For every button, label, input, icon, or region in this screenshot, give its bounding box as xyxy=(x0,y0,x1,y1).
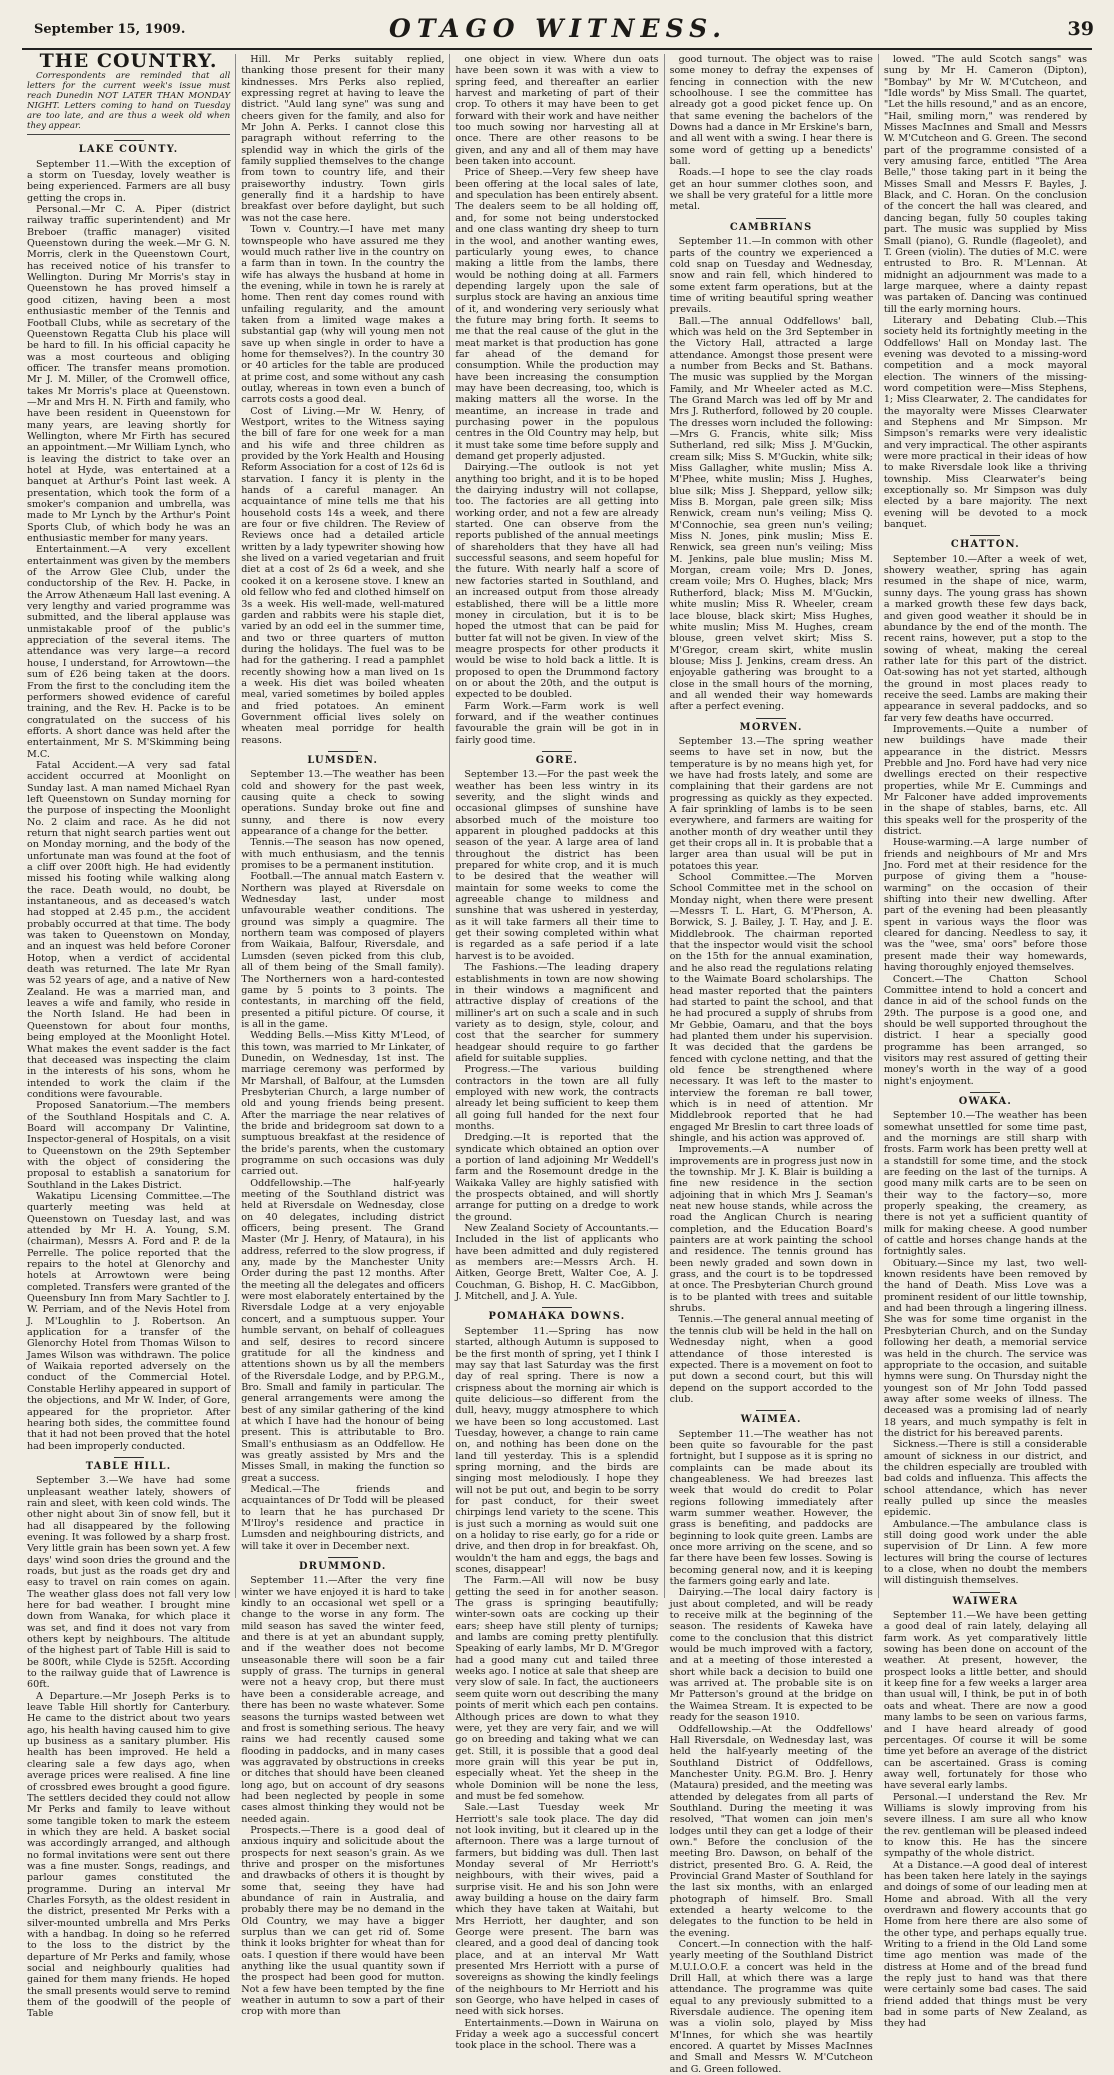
article-paragraph: Entertainment.—A very excellent entertainment was given by the members of the Arrow Glee Club, under the conductorship of the Rev. H. Packe, in the Arrow Athenæum Hall last evening. A very lengthy and varied programme was submitted, and the liberal applause was unmistakable proof of the public's appreciation of the several items. The attendance was very large—a record house, I understand, for Arrowtown—the sum of £26 being taken at the doors. From the first to the concluding item the performers showed evidence of careful training, and the Rev. H. Packe is to be congratulated on the success of his efforts. A short dance was held after the entertainment, Mr S. M'Skimming being M.C. xyxy=(27,544,231,760)
notice-divider xyxy=(27,134,230,135)
article-paragraph: September 13.—The weather has been cold and showery for the past week, causing quite a check to sowing operations. Sunday broke out fine and sunny, and there is now every appearance of a change for the better. xyxy=(241,769,445,838)
masthead xyxy=(18,8,1098,48)
article-paragraph: At a Distance.—A good deal of interest has been taken here lately in the sayings and doings of some of our leading men at Home and abroad. With all the very overdrawn and flowery accounts that go Home from here there are also some of the other type, and perhaps equally true. Writing to a friend in the Old Land some time ago mention was made of the distress at Home and of the bread fund the reply just to hand was that there were certainly some bad cases. The said friend added that things must be very bad in some parts of New Zealand, as they had xyxy=(883,1859,1088,2030)
section-heading: OWAKA. xyxy=(884,1092,1087,1107)
article-paragraph: A Departure.—Mr Joseph Perks is to leave Table Hill shortly for Canterbury. He came to the district about two years ago, his health having caused him to give up business as a sanitary plumber. His health has been improved. He held a clearing sale a few days ago, when average prices were realised. A fine line of crossbred ewes brought a good figure. The settlers decided they could not allow Mr Perks and family to leave without some tangible token to mark the esteem in which they are held. A basket social was accordingly arranged, and although no formal invitations were sent out there was a fine muster. Songs, readings, and parlour games constituted the programme. During an interval Mr Charles Forsyth, as the oldest resident in the district, presented Mr Perks with a silver-mounted umbrella and Mrs Perks with a handbag. In doing so he referred to the loss to the district by the departure of Mr Perks and family, whose social and neighbourly qualities had gained for them many friends. He hoped the small presents would serve to remind them of the goodwill of the people of Table xyxy=(27,1690,231,2020)
article-paragraph: Progress.—The various building contractors in the town are all fully employed with new work, the contracts already let being sufficient to keep them all going full handed for the next four months. xyxy=(455,1064,659,1132)
article-paragraph: September 13.—For the past week the weather has been less wintry in its severity, and the slight winds and occasional glimpses of sunshine have absorbed much of the moisture too apparent in ploughed paddocks at this season of the year. A large area of land throughout the district has been prepared for white crop, and it is much to be desired that the weather will maintain for some weeks to come the agreeable change to mildness and sunshine that was ushered in yesterday, as it will take farmers all their time to get their sowing completed within what is regarded as a safe period if a late harvest is to be avoided. xyxy=(455,769,659,962)
article-paragraph: good turnout. The object was to raise some money to defray the expenses of fencing in connection with the new schoolhouse. I see the committee has already got a good picket fence up. On that same evening the bachelors of the Downs had a dance in Mr Erskine's barn, and all went with a swing. I hear there is some word of getting up a benedicts' ball. xyxy=(669,54,873,168)
section-heading: CAMBRIANS xyxy=(670,218,873,233)
article-paragraph: Town v. Country.—I have met many townspeople who have assured me they would much rather live in the country on a farm than in town. In the country the wife has always the husband at home in the evening, while in town he is rarely at home. Then rent day comes round with unfailing regularity, and the amount taken from a limited wage makes a substantial gap (why will young men not save up when single in order to have a home for themselves?). In the country 30 or 40 articles for the table are produced at prime cost, and some without any cash outlay, whereas in town even a bunch of carrots costs a good deal. xyxy=(241,224,445,406)
article-paragraph: Entertainments.—Down in Wairuna on Friday a week ago a successful concert took place in the school. There was a xyxy=(455,2017,659,2052)
article-paragraph: Improvements.—Quite a number of new buildings have made their appearance in the district. Messrs Prebble and Jno. Ford have had very nice dwellings erected on their respective properties, while Mr E. Cummings and Mr Falconer have added improvements in the shape of stables, barns, etc. All this speaks well for the prosperity of the district. xyxy=(883,723,1088,838)
page-number: 39 xyxy=(1067,18,1094,40)
article-paragraph: Cost of Living.—Mr W. Henry, of Westport, writes to the Witness saying the bill of fare for one week for a man and his wife and three children as provided by the York Health and Housing Reform Association for a cost of 12s 6d is starvation. I fancy it is plenty in the hands of a careful manager. An acquaintance of mine tells me that his household costs 14s a week, and there are four or five children. The Review of Reviews once had a detailed article written by a lady typewriter showing how she lived on a varied vegetarian and fruit diet at a cost of 2s 6d a week, and she cooked it on a kerosene stove. I knew an old fellow who fed and clothed himself on 3s a week. His well-made, well-matured garden and rabbits were his staple diet, varied by an odd eel in the summer time, and two or three quarters of mutton during the holidays. The fuel was to be had for the gathering. I read a pamphlet recently showing how a man lived on 1s a week. His diet was boiled wheaten meal, varied sometimes by boiled apples and fried potatoes. An eminent Government official lives solely on wheaten meal porridge for health reasons. xyxy=(241,405,445,746)
issue-date: September 15, 1909. xyxy=(34,22,186,37)
article-paragraph: Wakatipu Licensing Committee.—The quarterly meeting was held at Queenstown on Tuesday last, and was attended by Mr H. A. Young, S.M. (chairman), Messrs A. Ford and P. de la Perrelle. The police reported that the repairs to the hotel at Glenorchy and hotels at Arrowtown were being completed. Transfers were granted of the Queensbury Inn from Mary Sachtler to J. W. Perriam, and of the Nevis Hotel from J. M'Loughlin to J. Robertson. An application for a transfer of the Glenorchy Hotel from Thomas Wilson to James Wilson was withdrawn. The police of Waikaia reported adversely on the conduct of the Commercial Hotel. Constable Herlihy appeared in support of the objections, and Mr W. Inder, of Gore, appeared for the proprietor. After hearing both sides, the committee found that it had not been proved that the hotel had been improperly conducted. xyxy=(27,1190,231,1452)
section-heading: POMAHAKA DOWNS. xyxy=(455,1307,658,1322)
article-paragraph: Fatal Accident.—A very sad fatal accident occurred at Moonlight on Sunday last. A man named Michael Ryan left Queenstown on Sunday morning for the purpose of inspecting the Moonlight No. 2 claim and race. As he did not return that night search parties went out on Monday morning, and the body of the unfortunate man was found at the foot of a cliff over 200ft high. He had evidently missed his footing while walking along the race. Death would, no doubt, be instantaneous, and as deceased's watch had stopped at 2.45 p.m., the accident probably occurred at that time. The body was taken to Queenstown on Monday, and an inquest was held before Coroner Hotop, when a verdict of accidental death was returned. The late Mr Ryan was 52 years of age, and a native of New Zealand. He was a married man, and leaves a wife and family, who reside in the North Island. He had been in Queenstown for about four months, being employed at the Moonlight Hotel. What makes the event sadder is the fact that deceased was inspecting the claim in the interests of his sons, whom he intended to work the claim if the conditions were favourable. xyxy=(27,759,231,1100)
article-paragraph: Dairying.—The outlook is not yet anything too bright, and it is to be hoped the dairying industry will not collapse, too. The factories are all getting into working order, and not a few are already started. One can observe from the reports published of the annual meetings of shareholders that they have all had successful seasons, and seem hopeful for the future. With nearly half a score of new factories started in Southland, and an increased output from those already established, there will be a little more money in circulation, but it is to be hoped the utmost that can be paid for butter fat will not be given. In view of the meagre prospects for other products it would be wise to hold back a little. It is proposed to open the Drummond factory on or about the 20th, and the output is expected to be doubled. xyxy=(455,462,659,701)
article-paragraph: Tennis.—The general annual meeting of the tennis club will be held in the hall on Wednesday night, when a good attendance of those interested is expected. There is a movement on foot to put down a second court, but this will depend on the support accorded to the club. xyxy=(669,1314,873,1405)
article-paragraph: Ball.—The annual Oddfellows' ball, which was held on the 3rd September in the Victory Hall, attracted a large attendance. Amongst those present were a number from Becks and St. Bathans. The music was supplied by the Morgan Family, and Mr Wheeler acted as M.C. The Grand March was led off by Mr and Mrs J. Rutherford, followed by 20 couple. The dresses worn included the following:—Mrs G. Francis, white silk; Miss Sutherland, red silk; Miss J. M'Guckin, cream silk; Miss S. M'Guckin, white silk; Miss Gallagher, white muslin; Miss A. M'Phee, white muslin; Miss J. Hughes, blue silk; Miss J. Sheppard, yellow silk; Miss B. Morgan, pale green silk; Miss Renwick, cream nun's veiling; Miss Q. M'Connochie, sea green nun's veiling; Miss N. Jones, pink muslin; Miss E. Renwick, sea green nun's veiling; Miss M. Jenkins, pale blue muslin; Miss M. Morgan, cream voile; Mrs D. Jones, cream voile; Mrs O. Hughes, black; Mrs Rutherford, black; Miss M. M'Guckin, white muslin; Miss R. Wheeler, cream lace blouse, black skirt; Miss Hughes, white muslin; Miss M. Hughes, cream blouse, green velvet skirt; Miss S. M'Gregor, cream skirt, white muslin blouse; Miss J. Jenkins, cream dress. An enjoyable gathering was brought to a close in the small hours of the morning, and all wended their way homewards after a perfect evening. xyxy=(669,315,873,713)
section-heading: LAKE COUNTY. xyxy=(27,140,230,155)
article-paragraph: School Committee.—The Morven School Committee met in the school on Monday night, when there were present—Messrs T. L. Hart, G. M'Pherson, A. Borwick, S. J. Bailey, J. T. Hay, and J. E. Middlebrook. The chairman reported that the inspector would visit the school on the 15th for the annual examination, and he also read the regulations relating to the Waimate Board scholarships. The head master reported that the painters had started to paint the school, and that he had procured a supply of shrubs from Mr Gebbie, Oamaru, and that the boys had planted them under his supervision. It was decided that the gardens be fenced with cyclone netting, and that the old fence be strengthened where necessary. It was left to the master to interview the foreman re ball tower, which is in need of attention. Mr Middlebrook reported that he had engaged Mr Breslin to cart three loads of shingle, and his action was approved of. xyxy=(669,872,873,1144)
article-paragraph: Wedding Bells.—Miss Kitty M'Leod, of this town, was married to Mr Linkater, of Dunedin, on Wednesday, 1st inst. The marriage ceremony was performed by Mr Marshall, of Balfour, at the Lumsden Presbyterian Church, a large number of old and young friends being present. After the marriage the near relatives of the bride and bridegroom sat down to a sumptuous breakfast at the residence of the bride's parents, when the customary programme on such occasions was duly carried out. xyxy=(241,1030,445,1178)
article-paragraph: September 11.—In common with other parts of the country we experienced a cold snap on Tuesday and Wednesday, snow and rain fell, which hindered to some extent farm operations, but at the time of writing beautiful spring weather prevails. xyxy=(669,236,873,316)
article-paragraph: Roads.—I hope to see the clay roads get an hour summer clothes soon, and we shall be very grateful for a little more metal. xyxy=(669,167,873,213)
article-paragraph: Price of Sheep.—Very few sheep have been offering at the local sales of late, and speculation has been entirely absent. The dealers seem to be all holding off, and, for some not being understocked and one class wanting dry sheep to turn in the wool, and another wanting ewes, particularly young ewes, to chance making a little from the lambs, there would be nothing doing at all. Farmers depending largely upon the sale of surplus stock are having an anxious time of it, and wondering very seriously what the future may bring forth. It seems to me that the real cause of the glut in the meat market is that production has gone far ahead of the demand for consumption. While the production may have been increasing the consumption may have been decreasing, too, which is making matters all the worse. In the meantime, an increase in trade and purchasing power in the populous centres in the Old Country may help, but it must take some time before supply and demand get properly adjusted. xyxy=(455,167,659,463)
article-paragraph: Concert.—In connection with the half-yearly meeting of the Southland District M.U.I.O.O.F. a concert was held in the Drill Hall, at which there was a large attendance. The programme was quite equal to any previously submitted to a Riversdale audience. The opening item was a violin solo, played by Miss M'Innes, for which she was heartily encored. A quartet by Misses MacInnes and Small and Messrs W. M'Cutcheon and G. Green followed. xyxy=(669,1939,873,2075)
article-paragraph: September 10.—The weather has been somewhat unsettled for some time past, and the mornings are still sharp with frosts. Farm work has been pretty well at a standstill for some time, and the stock are feeding on the last of the turnips. A good many milk carts are to be seen on their way to the factory—so, more properly speaking, the creamery, as there is not yet a sufficient quantity of milk for making cheese. A good number of cattle and horses change hands at the fortnightly sales. xyxy=(883,1110,1088,1258)
article-paragraph: Football.—The annual match Eastern v. Northern was played at Riversdale on Wednesday last, under most unfavourable weather conditions. The ground was simply a quagmire. The northern team was composed of players from Waikaia, Balfour, Riversdale, and Lumsden (seven picked from this club, all of them being of the Small family). The Northerners won a hard-contested game by 5 points to 3 points. The contestants, in marching off the field, presented a pitiful picture. Of course, it is all in the game. xyxy=(241,871,445,1030)
article-paragraph: September 11.—With the exception of a storm on Tuesday, lovely weather is being experienced. Farmers are all busy getting the crops in. xyxy=(27,158,231,204)
article-paragraph: Sale.—Last Tuesday week Mr Herriott's sale took place. The day did not look inviting, but it cleared up in the afternoon. There was a large turnout of farmers, but bidding was dull. Then last Monday several of Mr Herriott's neighbours, with their wives, paid a surprise visit. He and his son John were away building a house on the dairy farm which they have taken at Waitahi, but Mrs Herriott, her daughter, and son George were present. The barn was cleared, and a good deal of dancing took place, and at an interval Mr Watt presented Mrs Herriott with a purse of sovereigns as showing the kindly feelings of the neighbours to Mr Herriott and his son George, who have helped in cases of need with sick horses. xyxy=(455,1802,659,2018)
column-2 xyxy=(236,54,450,2018)
article-paragraph: September 11.—We have been getting a good deal of rain lately, delaying all farm work. As yet comparatively little sowing has been done on account of the weather. At present, however, the prospect looks a little better, and should it keep fine for a few weeks a larger area than usual will, I think, be put in of both oats and wheat. There are now a good many lambs to be seen on various farms, and I have heard already of good percentages. Of course it will be some time yet before an average of the district can be ascertained. Grass is coming away well, fortunately for those who have several early lambs. xyxy=(883,1610,1088,1792)
article-paragraph: Prospects.—There is a good deal of anxious inquiry and solicitude about the prospects for next season's grain. As we thrive and prosper on the misfortunes and drawbacks of others it is thought by some that, seeing they have had abundance of rain in Australia, and probably there may be no demand in the Old Country, we may have a bigger surplus than we can get rid of. Some think it looks brighter for wheat than for oats. I question if there would have been anything like the usual quantity sown if the prospect had been good for mutton. Not a few have been tempted by the fine weather in autumn to sow a part of their crop with more than xyxy=(241,1824,445,2018)
article-paragraph: Oddfellowship.—At the Oddfellows' Hall Riversdale, on Wednesday last, was held the half-yearly meeting of the Southland District of Oddfellows, Manchester Unity. P.G.M. Bro. J. Henry (Mataura) presided, and the meeting was attended by delegates from all parts of Southland. During the meeting it was resolved, "That women can join men's lodges until they can get a lodge of their own." Before the conclusion of the meeting Bro. Dawson, on behalf of the district, presented Bro. G. A. Reid, the Provincial Grand Master of Southland for the last six months, with an enlarged photograph of himself. Bro. Small extended a hearty welcome to the delegates to the function to be held in the evening. xyxy=(669,1723,873,1939)
article-paragraph: Improvements.—A number of improvements are in progress just now in the township. Mr J. K. Blair is building a fine new residence in the section adjoining that in which Mrs J. Seaman's neat new house stands, while across the road the Anglican Church is nearing completion, and the Education Board's painters are at work painting the school and residence. The tennis ground has been newly graded and sown down in grass, and the court is to be topdressed at once. The Presbyterian Church ground is to be planted with trees and suitable shrubs. xyxy=(669,1144,873,1315)
newspaper-title: OTAGO WITNESS. xyxy=(389,14,727,43)
article-paragraph: House-warming.—A large number of friends and neighbours of Mr and Mrs Jno. Ford met at their residence for the purpose of giving them a "house-warming" on the occasion of their shifting into their new dwelling. After part of the evening had been pleasantly spent in various ways the floor was cleared for dancing. Needless to say, it was the "wee, sma' oors" before those present made their way homewards, having thoroughly enjoyed themselves. xyxy=(883,837,1088,974)
article-paragraph: September 13.—The spring weather seems to have set in now, but the temperature is by no means high yet, for we have had frosts lately, and some are complaining that their gardens are not progressing as quickly as they expected. A fair sprinkling of lambs is to be seen everywhere, and farmers are waiting for another month of dry weather until they get their crops all in. It is probable that a larger area than usual will be put in potatoes this year. xyxy=(669,735,873,872)
article-paragraph: Obituary.—Since my last, two well-known residents have been removed by the hand of Death. Miss Love was a prominent resident of our little township, and had been through a lingering illness. She was for some time organist in the Presbyterian Church, and on the Sunday following her death, a memorial service was held in the church. The service was appropriate to the occasion, and suitable hymns were sung. On Thursday night the youngest son of Mr John Todd passed away after some weeks of illness. The deceased was a promising lad of nearly 18 years, and much sympathy is felt in the district for his bereaved parents. xyxy=(883,1257,1088,1439)
article-paragraph: Ambulance.—The ambulance class is still doing good work under the able supervision of Dr Linn. A few more lectures will bring the course of lectures to a close, when no doubt the members will distinguish themselves. xyxy=(883,1518,1088,1587)
article-paragraph: New Zealand Society of Accountants.—Included in the list of applicants who have been admitted and duly registered as members are:—Messrs Arch. H. Aitken, George Brett, Walter Coe, A. J. Couchman, G. Bishop, H. C. MacGibbon, J. Mitchell, and J. A. Yule. xyxy=(455,1223,659,1303)
article-paragraph: September 11.—The weather has not been quite so favourable for the past fortnight, but I suppose as it is spring no complaints can be made about its changeableness. We had breezes last week that would do credit to Polar regions following immediately after warm summer weather. However, the grass is benefiting, and paddocks are beginning to look quite green. Lambs are once more arriving on the scene, and so far there have been few losses. Sowing is becoming general now, and it is keeping the farmers going early and late. xyxy=(669,1428,873,1588)
column-5 xyxy=(879,54,1092,2030)
article-paragraph: Personal.—Mr C. A. Piper (district railway traffic superintendent) and Mr Breboer (traffic manager) visited Queenstown during the week.—Mr G. N. Morris, clerk in the Queenstown Court, has received notice of his transfer to Wellington. During Mr Morris's stay in Queenstown he has proved himself a good citizen, having been a most enthusiastic member of the Tennis and Football Clubs, while as secretary of the Queenstown Regatta Club his place will be hard to fill. In his official capacity he was a most courteous and obliging officer. The transfer means promotion. Mr J. M. Miller, of the Cromwell office, takes Mr Morris's place at Queenstown.—Mr and Mrs H. N. Firth and family, who have been resident in Queenstown for many years, are leaving shortly for Wellington, where Mr Firth has secured an appointment.—Mr William Lynch, who is leaving the district to take over an hotel at Hyde, was entertained at a banquet at Arthur's Point last week. A presentation, which took the form of a smoker's companion and umbrella, was made to Mr Lynch by the Arthur's Point Sports Club, of which body he was an enthusiastic member for many years. xyxy=(27,204,231,545)
section-heading: WAIWERA xyxy=(884,1592,1087,1607)
article-paragraph: Literary and Debating Club.—This society held its fortnightly meeting in the Oddfellows' Hall on Monday last. The evening was devoted to a missing-word competition and a mock mayoral election. The winners of the missing-word competition were—Miss Stephens, 1; Miss Clearwater, 2. The candidates for the mayoralty were Misses Clearwater and Stephens and Mr Simpson. Mr Simpson's remarks were very idealistic and very impractical. The other aspirants were more practical in their ideas of how to make Riversdale look like a thriving township. Miss Clearwater's being exceptionally so. Mr Simpson was duly elected by a bare majority. The next evening will be devoted to a mock banquet. xyxy=(883,314,1088,531)
article-paragraph: September 10.—After a week of wet, showery weather, spring has again resumed in the shape of nice, warm, sunny days. The young grass has shown a marked growth these few days back, and given good weather it should be in abundance by the end of the month. The recent rains, however, put a stop to the sowing of wheat, making the cereal rather late for this part of the district. Oat-sowing has not yet started, although the ground in most places ready to receive the seed. Lambs are making their appearance in several paddocks, and so far very few deaths have occurred. xyxy=(883,553,1088,724)
page-title: THE COUNTRY. xyxy=(39,50,218,72)
article-paragraph: September 11.—Spring has now started, although Autumn is supposed to be the first month of spring, yet I think I may say that last Saturday was the first day of real spring. There is now a crispness about the morning air which is quite delicious—so different from the dull, heavy, muggy atmosphere to which we have been so long accustomed. Last Tuesday, however, a change to rain came on, and nothing has been done on the land till yesterday. This is a splendid spring morning, and the birds are singing most melodiously. I hope they will not be put out, and begin to be sorry for past conduct, for their sweet chirpings lend variety to the scene. This is just such a morning as would suit one on a holiday to rise early, go for a ride or drive, and then drop in for breakfast. Oh, wouldn't the ham and eggs, the bags and scones, disappear! xyxy=(455,1325,659,1576)
column-1 xyxy=(22,50,236,2020)
article-paragraph: Hill. Mr Perks suitably replied, thanking those present for their many kindnesses. Mrs Perks also replied, expressing regret at having to leave the district. "Auld lang syne" was sung and cheers given for the family, and also for Mr John A. Perks. I cannot close this paragraph without referring to the splendid way in which the girls of the family supplied themselves to the change from town to country life, and their praiseworthy industry. Town girls generally find it a hardship to have breakfast over before daylight, but such was not the case here. xyxy=(241,54,445,224)
section-heading: TABLE HILL. xyxy=(27,1457,230,1472)
section-heading: LUMSDEN. xyxy=(241,751,444,766)
article-paragraph: Sickness.—There is still a considerable amount of sickness in our district, and the children especially are troubled with bad colds and influenza. This affects the school attendance, which has never really pulled up since the measles epidemic. xyxy=(883,1439,1088,1519)
section-heading: WAIMEA. xyxy=(670,1410,873,1425)
article-paragraph: Dredging.—It is reported that the syndicate which obtained an option over a portion of land adjoining Mr Weddell's farm and the Rosemount dredge in the Waikaka Valley are highly satisfied with the prospects obtained, and will shortly arrange for putting on a dredge to work the ground. xyxy=(455,1132,659,1223)
article-paragraph: Proposed Sanatorium.—The members of the Southland Hospitals and C. A. Board will accompany Dr Valintine, Inspector-general of Hospitals, on a visit to Queenstown on the 29th September with the object of considering the proposal to establish a sanatorium for Southland in the Lakes District. xyxy=(27,1100,231,1191)
section-heading: CHATTON. xyxy=(884,535,1087,550)
article-columns xyxy=(22,50,1092,2075)
article-paragraph: September 3.—We have had some unpleasant weather lately, showers of rain and sleet, with keen cold winds. The other night about 3in of snow fell, but it had all disappeared by the following evening. It was followed by a sharp frost. Very little grain has been sown yet. A few days' wind soon dries the ground and the roads, but just as the roads get dry and easy to travel on rain comes on again. The weather glass does not fall very low here for bad weather. I brought mine down from Wanaka, for which place it was set, and find it does not vary from others kept by neighbours. The altitude of the highest part of Table Hill is said to be 800ft, while Clyde is 525ft. According to the railway guide that of Lawrence is 60ft. xyxy=(27,1475,231,1691)
article-paragraph: September 11.—After the very fine winter we have enjoyed it is hard to take kindly to an occasional wet spell or a change to the worse in any form. The mild season has saved the winter feed, and there is at yet an abundant supply, and if the weather does not become unseasonable there will soon be a fair supply of grass. The turnips in general were not a heavy crop, but there must have been a considerable acreage, and there has been no waste whatever. Some seasons the turnips wasted between wet and frost is something serious. The heavy rains we had recently caused some flooding in paddocks, and in many cases was aggravated by obstructions in creeks or ditches that should have been cleaned long ago, but on account of dry seasons had been neglected by people in some cases almost thinking they would not be needed again. xyxy=(241,1575,445,1825)
section-heading: DRUMMOND. xyxy=(241,1557,444,1572)
article-paragraph: Personal.—I understand the Rev. Mr Williams is slowly improving from his severe illness. I am sure all who know the rev. gentleman will be pleased indeed to know this. He has the sincere sympathy of the whole district. xyxy=(883,1791,1088,1860)
article-paragraph: Medical.—The friends and acquaintances of Dr Todd will be pleased to learn that he has purchased Dr M'Ilroy's residence and practice in Lumsden and neighbouring districts, and will take it over in December next. xyxy=(241,1483,445,1552)
article-paragraph: The Farm.—All will now be busy getting the seed in for another season. The grass is springing beautifully; winter-sown oats are cocking up their ears; sheep have still plenty of turnips; and lambs are coming pretty plentifully. Speaking of early lambs, Mr D. M'Gregor had a good many cut and tailed three weeks ago. I notice at sale that sheep are very slow of sale. In fact, the auctioneers seem quite worn out describing the many points of merit which each pen contains. Although prices are down to what they were, yet they are very fair, and we will go on breeding and taking what we can get. Still, it is possible that a good deal more grain will this year be put in, especially wheat. Yet the sheep in the whole Dominion will be none the less, and must be fed somehow. xyxy=(455,1575,659,1802)
article-paragraph: lowed. "The auld Scotch sangs" was sung by Mr H. Cameron (Dipton), "Bombay" by Mr W. M'Cutcheon, and "Idle words" by Miss Small. The quartet, "Let the hills resound," and as an encore, "Hail, smiling morn," was rendered by Misses MacInnes and Small and Messrs W. M'Cutcheon and G. Green. The second part of the programme consisted of a very amusing farce, entitled "The Area Belle," those taking part in it being the Misses Small and Messrs F. Bayles, J. Black, and C. Horan. On the conclusion of the concert the hall was cleared, and dancing began, fully 50 couples taking part. The music was supplied by Miss Small (piano), G. Rundle (flageolet), and T. Green (violin). The duties of M.C. were entrusted to Bro. R. M'Lennan. At midnight an adjournment was made to a large marquee, where a dainty repast was partaken of. Dancing was continued till the early morning hours. xyxy=(883,54,1088,315)
section-heading: MORVEN. xyxy=(670,718,873,733)
article-paragraph: The Fashions.—The leading drapery establishments in town are now showing in their windows a magnificent and attractive display of creations of the milliner's art on such a scale and in such variety as to design, style, colour, and cost that the searcher for summery headgear should require to go farther afield for suitable supplies. xyxy=(455,962,659,1064)
column-4 xyxy=(665,54,879,2075)
article-paragraph: Farm Work.—Farm work is well forward, and if the weather continues favourable the grain will be got in in fairly good time. xyxy=(455,700,659,746)
article-paragraph: Concert.—The Chatton School Committee intend to hold a concert and dance in aid of the school funds on the 29th. The purpose is a good one, and should be well supported throughout the district. I hear a specially good programme has been arranged, so visitors may rest assured of getting their money's worth in the way of a good night's enjoyment. xyxy=(883,973,1088,1087)
article-paragraph: one object in view. Where dun oats have been sown it was with a view to spring feed, and thereafter an earlier harvest and marketing of part of their crop. To others it may have been to get forward with their work and have neither too much sowing nor harvesting all at once. There are other reasons to be given, and any and all of them may have been taken into account. xyxy=(455,54,659,168)
column-3 xyxy=(450,54,664,2052)
section-heading: GORE. xyxy=(455,751,658,766)
article-paragraph: Dairying.—The local dairy factory is just about completed, and will be ready to receive milk at the beginning of the season. The residents of Kaweka have come to the conclusion that this district would be much improved with a factory, and at a meeting of those interested a short while back a decision to build one was arrived at. The probable site is on Mr Patterson's ground at the bridge on the Waimea Stream. It is expected to be ready for the season 1910. xyxy=(669,1587,873,1724)
correspondents-notice: Correspondents are reminded that all letters for the current week's issue must reach Dunedin NOT LATER THAN MONDAY NIGHT. Letters coming to hand on Tuesday are too late, and are thus a week old when they appear. xyxy=(27,71,231,132)
article-paragraph: Oddfellowship.—The half-yearly meeting of the Southland district was held at Riversdale on Wednesday, close on 40 delegates, including district officers, being present. The Grand Master (Mr J. Henry, of Mataura), in his address, referred to the slow progress, if any, made by the Manchester Unity Order during the past 12 months. After the meeting all the delegates and officers were most elaborately entertained by the Riversdale Lodge at a very enjoyable concert, and a sumptuous supper. Your humble servant, on behalf of colleagues and self, desires to record sincere gratitude for all the kindness and attentions shown us by all the members of the Riversdale Lodge, and by P.P.G.M., Bro. Small and family in particular. The general arrangements were among the best of any similar gathering of the kind at which I have had the honour of being present. This is attributable to Bro. Small's enthusiasm as an Oddfellow. He was greatly assisted by Mrs and the Misses Small, in making the function so great a success. xyxy=(241,1177,445,1484)
article-paragraph: Tennis.—The season has now opened, with much enthusiasm, and the tennis promises to be a permanent institution. xyxy=(241,837,445,872)
